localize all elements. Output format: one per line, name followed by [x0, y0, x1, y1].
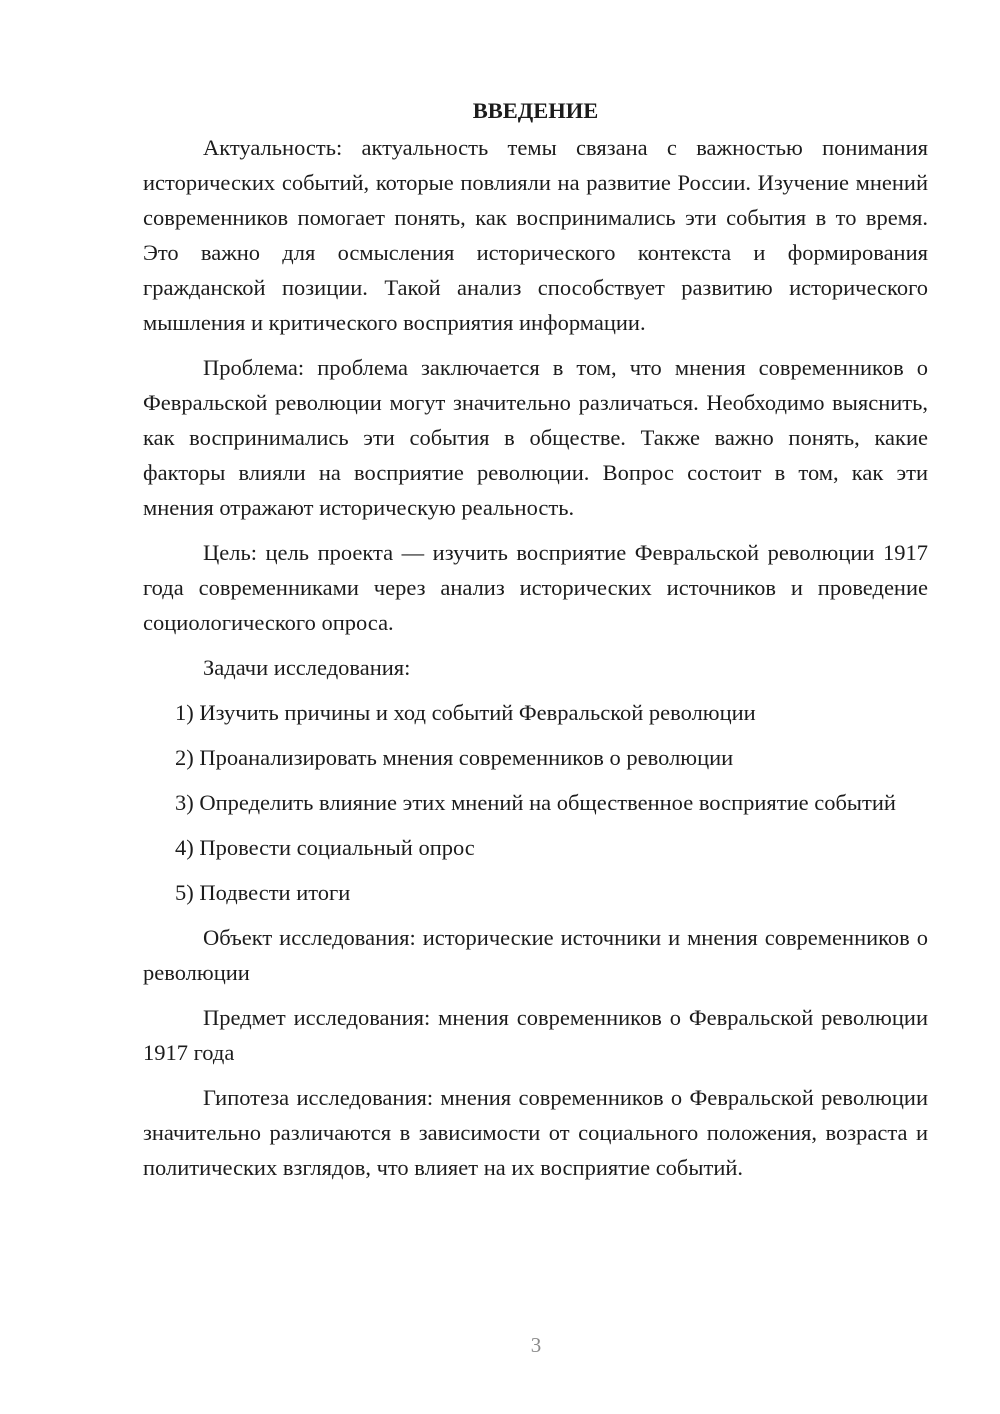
tasks-heading: Задачи исследования: — [203, 655, 411, 680]
page-number: 3 — [530, 1333, 542, 1357]
subject-paragraph: Предмет исследования: мнения современников о Февральской революции 1917 года — [143, 1005, 928, 1065]
object-paragraph: Объект исследования: исторические источники и мнения современников о революции — [143, 925, 928, 985]
relevance-paragraph: Актуальность: актуальность темы связана с важностью понимания исторических событий, которые повлияли на развитие России. Изучение мнений современников помогает понять, как воспринимались эти события в то время. Это важно для осмысления исторического контекста и формирования гражданской позиции. Такой анализ способствует развитию исторического мышления и критического восприятия информации. — [143, 135, 928, 335]
task-item-2: 2) Проанализировать мнения современников о революции — [175, 745, 734, 770]
hypothesis-paragraph: Гипотеза исследования: мнения современников о Февральской революции значительно различаются в зависимости от социального положения, возраста и политических взглядов, что влияет на их восприятие событий. — [143, 1085, 928, 1180]
task-item-4: 4) Провести социальный опрос — [175, 835, 475, 860]
task-item-5: 5) Подвести итоги — [175, 880, 351, 905]
problem-paragraph: Проблема: проблема заключается в том, что мнения современников о Февральской революции могут значительно различаться. Необходимо выяснить, как воспринимались эти события в обществе. Также важно понять, какие факторы влияли на восприятие революции. Вопрос состоит в том, как эти мнения отражают историческую реальность. — [143, 355, 928, 520]
page-content — [143, 93, 928, 1185]
goal-paragraph: Цель: цель проекта — изучить восприятие Февральской революции 1917 года современниками через анализ исторических источников и проведение социологического опроса. — [143, 540, 928, 635]
task-item-1: 1) Изучить причины и ход событий Февральской революции — [175, 700, 756, 725]
section-heading: ВВЕДЕНИЕ — [472, 98, 599, 123]
task-item-3: 3) Определить влияние этих мнений на общественное восприятие событий — [175, 790, 896, 815]
